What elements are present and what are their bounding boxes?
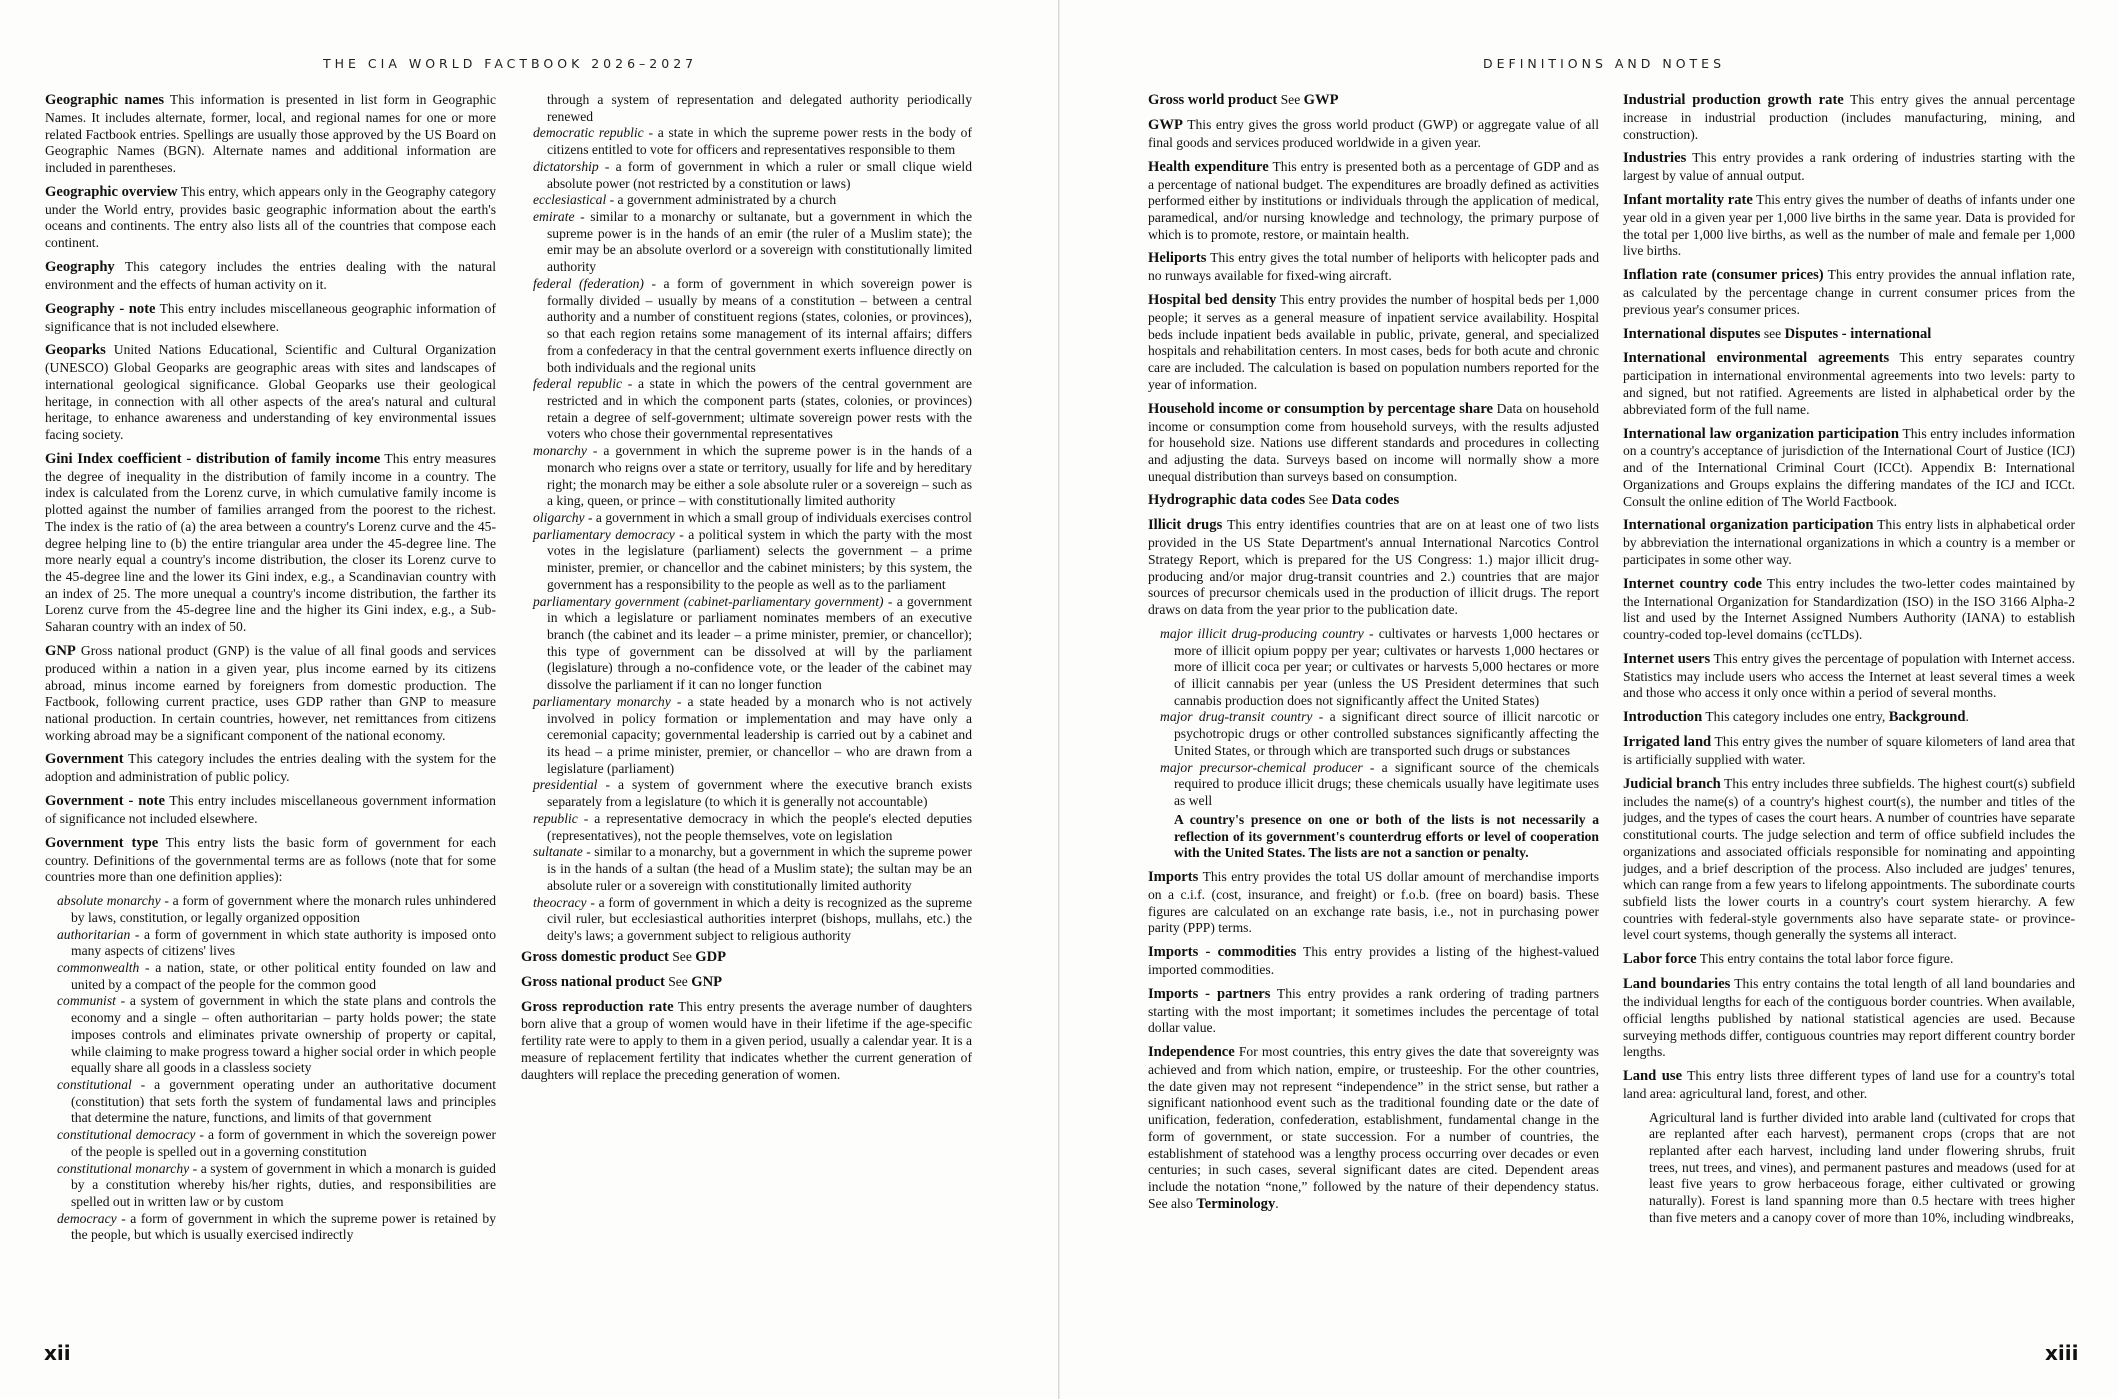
glossary-entry-gini-index-coefficient-distribution-of-family-income (45, 451, 496, 636)
entry-term: Internet users (1623, 650, 1711, 667)
glossary-entry-land-use (1623, 1068, 2075, 1103)
entry-term: Irrigated land (1623, 734, 1712, 751)
definition-sultanate (533, 844, 972, 894)
definition-term: theocracy (533, 894, 587, 910)
entry-text: This entry gives the number of deaths of infants under one year old in a given year per 1,000 live births in the same year. Data is provided for the total per 1,000 live births, as well as the number of male and female per 1,000 live births. (1623, 192, 2075, 259)
definition-authoritarian (57, 926, 496, 960)
column-2-entries (521, 949, 972, 1084)
glossary-entry-gross-domestic-product (521, 949, 972, 967)
entry-term: Internet country code (1623, 575, 1762, 592)
entry-term: Geography (45, 258, 115, 275)
entry-term: Health expenditure (1148, 158, 1269, 175)
entry-text: This entry provides a rank ordering of trading partners starting with the most important; it sometimes includes the percentage of total dollar value. (1148, 985, 1599, 1036)
entry-text: This entry provides the total US dollar amount of merchandise imports on a c.i.f. (cost, insurance, and freight) or f.o.b. (free on board) basis. These figures are calculated on an exchange rate basis, i.e., not in purchasing power parity (PPP) terms. (1148, 868, 1599, 936)
definition-term: major illicit drug-producing country (1160, 625, 1364, 641)
definition-term: authoritarian (57, 926, 131, 942)
glossary-entry-hydrographic-data-codes (1148, 492, 1599, 510)
glossary-entry-illicit-drugs (1148, 517, 1599, 619)
entry-text: Data on household income or consumption come from household surveys, with the results adjusted for household size. Nations use different standards and procedures in collecting and adjusting the data. Surveys based on income will normally show a more unequal distribution than surveys based on consumption. (1148, 400, 1599, 484)
illicit-drugs-note: A country's presence on one or both of the lists is not necessarily a reflection of its government's counterdrug efforts or level of cooperation with the United States. The lists are not a sanction or penalty. (1174, 811, 1599, 861)
entry-term: Labor force (1623, 951, 1697, 968)
definition-democracy (57, 1210, 496, 1244)
entry-term: Industrial production growth rate (1623, 92, 1844, 108)
definition-constitutional-monarchy (57, 1160, 496, 1211)
entry-text: - similar to a monarchy, but a government in which the supreme power is in the hands of a sultan (the head of a Muslim state); the sultan may be an absolute ruler or a sovereign with constitutionally limited authority (547, 844, 972, 893)
entry-text: - a form of government in which a ruler or small clique wield absolute power (not restricted by a constitution or laws) (547, 158, 972, 191)
glossary-entry-international-disputes (1623, 326, 2075, 344)
glossary-entry-government-note (45, 793, 496, 828)
folio-right: xiii (2045, 1341, 2079, 1365)
entry-text: - a significant direct source of illicit narcotic or psychotropic drugs or other controlled substances significantly affecting the United States, or through which are transported such drugs or substances (1174, 709, 1599, 758)
entry-term: Hospital bed density (1148, 292, 1277, 309)
entry-text: This entry provides the annual inflation rate, as calculated by the percentage change in current consumer prices from the previous year's consumer prices. (1623, 267, 2075, 317)
entry-text: See (668, 948, 696, 964)
entry-text: - a nation, state, or other political entity founded on law and united by a compact of the people for the common good (71, 959, 496, 992)
glossary-entry-internet-country-code (1623, 576, 2075, 644)
entry-text: This entry gives the annual percentage increase in industrial production (includes manufacturing, mining, and construction). (1623, 92, 2075, 142)
definition-federal-republic (533, 376, 972, 443)
entry-term: Land boundaries (1623, 976, 1731, 993)
cross-reference: Terminology (1196, 1195, 1276, 1212)
entry-term: Industries (1623, 150, 1687, 167)
glossary-entry-irrigated-land (1623, 734, 2075, 769)
entry-text: This entry presents the average number of daughters born alive that a group of women would have in their lifetime if the age-specific fertility rate were to apply to them in a given period, usually a calendar year. It is a measure of replacement fertility that indicates whether the current generation of daughters will replace the preceding generation of women. (521, 998, 972, 1082)
glossary-entry-geography-note (45, 301, 496, 336)
entry-text: This entry gives the gross world product (GWP) or aggregate value of all final goods and services produced worldwide in a given year. (1148, 116, 1599, 150)
entry-text: - cultivates or harvests 1,000 hectares or more of illicit opium poppy per year; cultivates or harvests 1,000 hectares or more of illicit coca per year; or cultivates or harvests 5,000 hectares or more of illicit cannabis per year (unless the US President determines that such cannabis production does not significantly affect the United States) (1174, 625, 1599, 708)
entry-text: - a state in which the powers of the central government are restricted and in which the component parts (states, colonies, or provinces) retain a degree of self-government; ultimate sovereign power rests with the voters who chose their governmental representatives (547, 376, 972, 442)
entry-term: Land use (1623, 1067, 1683, 1084)
definition-absolute-monarchy (57, 893, 496, 926)
entry-text: This entry gives the percentage of population with Internet access. Statistics may include users who access the Internet at least several times a week and those who access it only once within a period of several months. (1623, 650, 2075, 701)
column-3 (1148, 92, 1599, 1324)
column-3-subentries (1148, 626, 1599, 810)
definition-term: federal republic (533, 376, 623, 392)
column-4 (1623, 92, 2075, 1324)
glossary-entry-internet-users (1623, 651, 2075, 702)
entry-term: Government (45, 751, 124, 768)
entry-term: Gross national product (521, 973, 665, 990)
cross-reference: GNP (691, 973, 723, 990)
glossary-entry-judicial-branch (1623, 776, 2075, 944)
definition-term: sultanate (533, 844, 583, 860)
entry-term: Imports - commodities (1148, 944, 1297, 961)
definition-parliamentary-monarchy (533, 693, 972, 778)
entry-text: see (1760, 325, 1785, 341)
definition-parliamentary-government-cabinet-parliamentary-government (533, 593, 972, 694)
entry-term: International law organization participation (1623, 425, 1900, 442)
entry-term: Geoparks (45, 342, 106, 359)
entry-text: This information is presented in list form in Geographic Names. It includes alternate, former, local, and regional names for one or more related Factbook entries. Spellings are usually those approved by the US Board on Geographic Names (BGN). Alternate names and additional information are included in parentheses. (45, 92, 496, 176)
glossary-entry-government-type (45, 835, 496, 886)
column-4-entries (1623, 92, 2075, 1103)
land-use-subtext: Agricultural land is further divided into arable land (cultivated for crops that are replanted after each harvest), permanent crops (crops that are not replanted after each harvest, including land under flowering shrubs, fruit trees, nut trees, and vines), and permanent pastures and meadows (used for at least five years to grow herbaceous forage, either cultivated or growing naturally). Forest is land spanning more than 0.5 hectare with trees higher than five meters and a canopy cover of more than 10%, including windbreaks, (1649, 1109, 2075, 1225)
entry-text: This entry contains the total labor force figure. (1696, 951, 1954, 967)
glossary-entry-gross-world-product (1148, 92, 1599, 110)
entry-text: - a representative democracy in which the people's elected deputies (representatives), not the people themselves, vote on legislation (547, 810, 972, 843)
glossary-entry-labor-force (1623, 951, 2075, 969)
entry-text: See (1305, 492, 1332, 508)
definition-term: dictatorship (533, 158, 599, 174)
entry-text: Gross national product (GNP) is the value of all final goods and services produced within a nation in a given year, plus income earned by its citizens abroad, minus income earned by foreigners from domestic production. The Factbook, following current practice, uses GDP rather than GNP to measure national production. In certain countries, however, net remittances from citizens working abroad may be a significant component of the national economy. (45, 642, 496, 743)
definition-oligarchy (533, 509, 972, 527)
entry-term: Gross domestic product (521, 948, 669, 965)
definition-term: parliamentary government (cabinet-parliamentary government) (533, 593, 884, 609)
entry-term: International disputes (1623, 325, 1761, 342)
column-1-subentries (45, 893, 496, 1244)
entry-term: Introduction (1623, 709, 1703, 726)
glossary-entry-gross-national-product (521, 974, 972, 992)
entry-text: This entry provides a listing of the highest-valued imported commodities. (1148, 944, 1599, 977)
continuation-text: through a system of representation and delegated authority periodically renewed (547, 92, 972, 124)
definition-term: major precursor-chemical producer (1160, 759, 1363, 775)
entry-text: - a system of government in which the state plans and controls the economy and a single – often authoritarian – party holds power; the state imposes controls and eliminates private ownership of property or capital, while claiming to make progress toward a higher social order in which people equally share all goods in a classless society (71, 993, 496, 1076)
entry-term: Hydrographic data codes (1148, 492, 1306, 509)
entry-term: Imports - partners (1148, 985, 1271, 1002)
entry-text: This entry measures the degree of inequality in the distribution of family income in a country. The index is calculated from the Lorenz curve, in which cumulative family income is plotted against the number of families arranged from the poorest to the richest. The index is the ratio of (a) the area between a country's Lorenz curve and the 45-degree helping line to (b) the entire triangular area under the 45-degree line. The more nearly equal a country's income distribution, the closer its Lorenz curve to the 45-degree line and the lower its Gini index, e.g., a Scandinavian country with an index of 25. The more unequal a country's income distribution, the farther its Lorenz curve from the 45-degree line and the higher its Gini index, e.g., a Sub-Saharan country with an index of 50. (45, 450, 496, 635)
definition-constitutional-democracy (57, 1127, 496, 1160)
entry-term: Government - note (45, 793, 165, 810)
entry-text: This entry provides the number of hospital beds per 1,000 people; it serves as a general measure of inpatient service availability. Hospital beds include inpatient beds available in public, private, general, and specialized hospitals and rehabilitation centers. In most cases, beds for both acute and chronic care are included. The calculation is based on population numbers reported for the year of information. (1148, 292, 1599, 392)
entry-text: - a system of government in which a monarch is guided by a constitution whereby his/her rights, duties, and responsibilities are spelled out in written law or by custom (71, 1160, 496, 1210)
entry-text: United Nations Educational, Scientific and Cultural Organization (UNESCO) Global Geoparks are geographic areas with sites and landscapes of international geological significance. Global Geoparks use their geological heritage, in connection with all other aspects of the area's natural and cultural heritage, to enhance awareness and understanding of key environmental issues facing society. (45, 342, 496, 443)
cross-reference: GDP (695, 948, 727, 965)
entry-text: This entry lists in alphabetical order by abbreviation the international organizations in which a country is a member or participates in some other way. (1623, 517, 2075, 567)
glossary-entry-international-environmental-agreements (1623, 350, 2075, 418)
definition-term: commonwealth (57, 959, 140, 975)
entry-text: For most countries, this entry gives the date that sovereignty was achieved and from which nation, empire, or trusteeship. For the other countries, the date given may not represent “independence” in the strict sense, but rather a significant nationhood event such as the traditional founding date or the date of unification, federation, confederation, establishment, fundamental change in the form of government, or state succession. For a number of countries, the establishment of statehood was a lengthy process occurring over decades or even centuries; in such cases, several significant dates are cited. Dependent areas include the notation “none,” followed by the nature of their dependency status. See also (1148, 1044, 1599, 1211)
glossary-entry-geographic-names (45, 92, 496, 177)
glossary-entry-geographic-overview (45, 184, 496, 252)
entry-text: - similar to a monarchy or sultanate, but a government in which the supreme power is in the hands of an emir (the ruler of a Muslim state); the emir may be an absolute overlord or a sovereign with constitutionally limited authority (547, 209, 972, 275)
entry-term: Geography - note (45, 300, 156, 317)
entry-text: - a government in which the supreme power is in the hands of a monarch who reigns over a state or territory, usually for life and by hereditary right; the monarch may be either a sole absolute ruler or a sovereign – such as a king, queen, or prince – with constitutionally limited authority (547, 443, 972, 509)
entry-text: - a government in which a small group of individuals exercises control (584, 509, 972, 525)
definition-term: ecclesiastical (533, 192, 607, 208)
glossary-entry-government (45, 751, 496, 786)
glossary-entry-international-law-organization-participation (1623, 426, 2075, 511)
entry-text: See (1277, 92, 1304, 107)
entry-text: This category includes one entry, (1702, 709, 1889, 725)
entry-text: This entry includes three subfields. The highest court(s) subfield includes the name(s) of a country's highest court(s), the number and titles of the judges, and the types of cases the court hears. A number of countries have separate constitutional courts. The judge selection and term of office subfield includes the organizations and associated officials responsible for nominating and appointing judges, and a brief description of the process. Also included are judges' tenures, which can range from a few years to lifelong appointments. The subordinate courts subfield lists the lower courts in a country's court system hierarchy. A few countries with federal-style governments also have separate state- or province-level court systems, though generally the systems all interact. (1623, 775, 2075, 943)
definition-constitutional (57, 1077, 496, 1127)
entry-term: Government type (45, 834, 159, 851)
definition-ecclesiastical (533, 192, 972, 209)
definition-term: parliamentary democracy (533, 526, 675, 542)
glossary-entry-international-organization-participation (1623, 517, 2075, 568)
entry-text: This entry lists three different types of land use for a country's total land area: agricultural land, forest, and other. (1623, 1067, 2075, 1101)
definition-term: parliamentary monarchy (533, 693, 671, 709)
glossary-entry-geography (45, 259, 496, 294)
glossary-entry-imports (1148, 869, 1599, 937)
definition-term: oligarchy (533, 509, 585, 525)
entry-term: International environmental agreements (1623, 350, 1890, 367)
entry-text: This entry provides a rank ordering of industries starting with the largest by value of annual output. (1623, 150, 2075, 184)
definition-dictatorship (533, 158, 972, 192)
folio-left: xii (44, 1341, 71, 1365)
entry-text: This entry gives the total number of heliports with helicopter pads and no runways available for fixed-wing aircraft. (1148, 250, 1599, 284)
glossary-entry-gnp (45, 643, 496, 745)
definition-theocracy (533, 894, 972, 945)
entry-text-tail: . (1965, 709, 1969, 725)
column-3-more-entries (1148, 869, 1599, 1214)
definition-major-precursor-chemical-producer (1160, 759, 1599, 810)
definition-major-drug-transit-country (1160, 709, 1599, 759)
entry-text: - a political system in which the party with the most votes in the legislature (parliament) selects the government – a prime minister, premier, or chancellor and the cabinet ministers; by this system, the government has a responsibility to the people as well as to the parliament (547, 526, 972, 592)
entry-text: - a form of government in which state authority is imposed onto many aspects of citizens' lives (71, 926, 496, 959)
book-gutter (1058, 0, 1060, 1399)
column-3-entries (1148, 92, 1599, 619)
entry-term: Geographic names (45, 92, 165, 108)
definition-term: constitutional monarchy (57, 1160, 190, 1176)
definition-emirate (533, 209, 972, 276)
entry-text: - a system of government where the executive branch exists separately from a legislature (to which it is generally not accountable) (547, 777, 972, 810)
glossary-entry-inflation-rate-consumer-prices (1623, 267, 2075, 318)
entry-text: This category includes the entries dealing with the system for the adoption and administration of public policy. (45, 751, 496, 785)
entry-term: Imports (1148, 868, 1199, 885)
glossary-entry-heliports (1148, 250, 1599, 285)
entry-text: This entry lists the basic form of government for each country. Definitions of the governmental terms are as follows (note that for some countries more than one definition applies): (45, 834, 496, 885)
definition-term: federal (federation) (533, 275, 644, 291)
definition-term: communist (57, 993, 116, 1009)
glossary-entry-industrial-production-growth-rate (1623, 92, 2075, 143)
running-head-left: THE CIA WORLD FACTBOOK 2026–2027 (323, 56, 698, 71)
glossary-entry-introduction (1623, 709, 2075, 727)
entry-text-tail: . (1275, 1195, 1279, 1211)
column-2-subentries (521, 125, 972, 944)
entry-text: - a state in which the supreme power rests in the body of citizens entitled to vote for officers and representatives responsible to them (547, 125, 972, 158)
definition-presidential (533, 777, 972, 810)
glossary-entry-imports-partners (1148, 986, 1599, 1037)
entry-term: Judicial branch (1623, 775, 1721, 792)
definition-major-illicit-drug-producing-country (1160, 625, 1599, 710)
definition-term: constitutional democracy (57, 1127, 196, 1143)
glossary-entry-geoparks (45, 342, 496, 444)
definition-parliamentary-democracy (533, 526, 972, 594)
entry-term: Independence (1148, 1044, 1235, 1061)
entry-term: Heliports (1148, 250, 1207, 267)
definition-communist (57, 993, 496, 1077)
entry-text: This entry identifies countries that are on at least one of two lists provided in the US State Department's annual International Narcotics Control Strategy Report, which is prepared for the US Congress: 1.) major illicit drug-producing and/or major drug-transit countries and 2.) countries that are major sources of precursor chemicals used in the production of illicit drugs. The report draws on data from the year prior to the publication date. (1148, 517, 1599, 618)
entry-text: - a form of government in which sovereign power is formally divided – usually by means of a constitution – between a central authority and a number of constituent regions (states, colonies, or provinces), so that each region retains some management of its internal affairs; differs from a confederacy in that the central government exerts influence directly on both individuals and the regional units (547, 275, 972, 375)
entry-text: This entry includes miscellaneous government information of significance not included elsewhere. (45, 793, 496, 826)
definition-term: absolute monarchy (57, 893, 161, 909)
definition-republic (533, 810, 972, 844)
definition-term: major drug-transit country (1160, 709, 1313, 725)
running-head-right: DEFINITIONS AND NOTES (1483, 56, 1726, 71)
definition-term: monarchy (533, 443, 587, 459)
definition-federal-federation (533, 275, 972, 376)
entry-text: This entry gives the number of square kilometers of land area that is artificially supplied with water. (1623, 734, 2075, 768)
glossary-entry-household-income-or-consumption-by-percentage-share (1148, 401, 1599, 486)
glossary-entry-gwp (1148, 117, 1599, 152)
glossary-entry-gross-reproduction-rate (521, 999, 972, 1084)
entry-term: Inflation rate (consumer prices) (1623, 267, 1824, 284)
entry-text: This entry separates country participation in international environmental agreements into two levels: party to and signed, but not ratified. Agreements are listed in alphabetical order by the abbreviated form of the full name. (1623, 350, 2075, 417)
definition-term: emirate (533, 209, 575, 225)
entry-term: Gini Index coefficient - distribution of family income (45, 450, 381, 467)
entry-text: - a form of government in which the supreme power is retained by the people, but which is usually exercised indirectly (71, 1210, 496, 1243)
definition-democratic-republic (533, 125, 972, 158)
entry-text: This entry contains the total length of all land boundaries and the individual lengths for each of the contiguous border countries. When available, official lengths published by national statistical agencies are used. Because surveying methods differ, contiguous countries may report different country border lengths. (1623, 976, 2075, 1060)
definition-term: democratic republic (533, 125, 644, 141)
glossary-entry-infant-mortality-rate (1623, 192, 2075, 260)
entry-term: Gross reproduction rate (521, 998, 674, 1015)
entry-text: This entry includes the two-letter codes maintained by the International Organization for Standardization (ISO) in the ISO 3166 Alpha-2 list and used by the Internet Assigned Numbers Authority (IANA) to establish country-coded top-level domains (ccTLDs). (1623, 575, 2075, 643)
entry-term: Household income or consumption by percentage share (1148, 400, 1494, 417)
glossary-entry-land-boundaries (1623, 976, 2075, 1061)
entry-term: GNP (45, 642, 76, 659)
entry-text: - a form of government in which the sovereign power of the people is spelled out in a governing constitution (71, 1127, 496, 1159)
entry-text: - a significant source of the chemicals required to produce illicit drugs; these chemicals usually have legitimate uses as well (1174, 759, 1599, 809)
entry-term: GWP (1148, 116, 1183, 133)
entry-text: This entry includes miscellaneous geographic information of significance that is not included elsewhere. (45, 300, 496, 334)
definition-term: constitutional (57, 1077, 132, 1092)
entry-text: - a form of government in which a deity is recognized as the supreme civil ruler, but ecclesiastical authorities interpret (bishops, mullahs, etc.) the deity's laws; a government subject to religious authority (547, 894, 972, 943)
column-1 (45, 92, 496, 1324)
entry-text: - a state headed by a monarch who is not actively involved in policy formation or implementation and may have only a ceremonial capacity; governmental leadership is carried out by a cabinet and its head – a prime minister, premier, or chancellor – who are drawn from a legislature (parliament) (547, 693, 972, 776)
cross-reference: Data codes (1331, 492, 1400, 509)
entry-text: This category includes the entries dealing with the natural environment and the effects of human activity on it. (45, 258, 496, 292)
definition-term: democracy (57, 1210, 117, 1226)
definition-monarchy (533, 443, 972, 510)
glossary-entry-hospital-bed-density (1148, 292, 1599, 394)
entry-text: - a government in which a legislature or parliament nominates members of an executive branch (the cabinet and its leader – a prime minister, premier, or chancellor); this type of government can be dissolved at will by the parliament (legislature) through a no-confidence vote, or the leader of the cabinet may dissolve the parliament if it can no longer function (547, 593, 972, 693)
entry-text: - a form of government where the monarch rules unhindered by laws, constitution, or legally organized opposition (71, 893, 496, 925)
entry-text: This entry is presented both as a percentage of GDP and as a percentage of national budget. The expenditures are broadly defined as activities performed either by institutions or individuals through the application of medical, paramedical, and/or nursing knowledge and technology, the primary purpose of which is to promote, restore, or maintain health. (1148, 158, 1599, 242)
entry-text: - a government administrated by a church (606, 192, 837, 208)
column-1-entries (45, 92, 496, 886)
entry-term: Geographic overview (45, 183, 178, 200)
entry-term: Illicit drugs (1148, 517, 1223, 534)
entry-text: This entry, which appears only in the Geography category under the World entry, provides basic geographic information about the earth's oceans and continents. The entry also lists all of the countries that compose each continent. (45, 183, 496, 251)
definition-term: presidential (533, 777, 598, 793)
entry-term: Gross world product (1148, 92, 1278, 108)
glossary-entry-imports-commodities (1148, 944, 1599, 979)
entry-text: - a government operating under an authoritative document (constitution) that sets forth the system of fundamental laws and principles that determine the nature, functions, and limits of that government (71, 1077, 496, 1126)
entry-text: This entry includes information on a country's acceptance of jurisdiction of the International Court of Justice (ICJ) and of the International Criminal Court (ICCt). Appendix B: International Organizations and Groups explains the differing mandates of the ICJ and ICCt. Consult the online edition of The World Factbook. (1623, 425, 2075, 509)
glossary-entry-health-expenditure (1148, 159, 1599, 244)
entry-text: See (664, 973, 692, 989)
glossary-entry-industries (1623, 150, 2075, 185)
definition-term: republic (533, 810, 578, 826)
definition-commonwealth (57, 959, 496, 993)
glossary-entry-independence (1148, 1044, 1599, 1214)
cross-reference: GWP (1303, 92, 1339, 108)
entry-term: International organization participation (1623, 517, 1874, 534)
column-2 (521, 92, 972, 1324)
cross-reference: Disputes - international (1784, 325, 1932, 342)
entry-term: Infant mortality rate (1623, 192, 1753, 209)
cross-reference: Background (1888, 709, 1966, 726)
